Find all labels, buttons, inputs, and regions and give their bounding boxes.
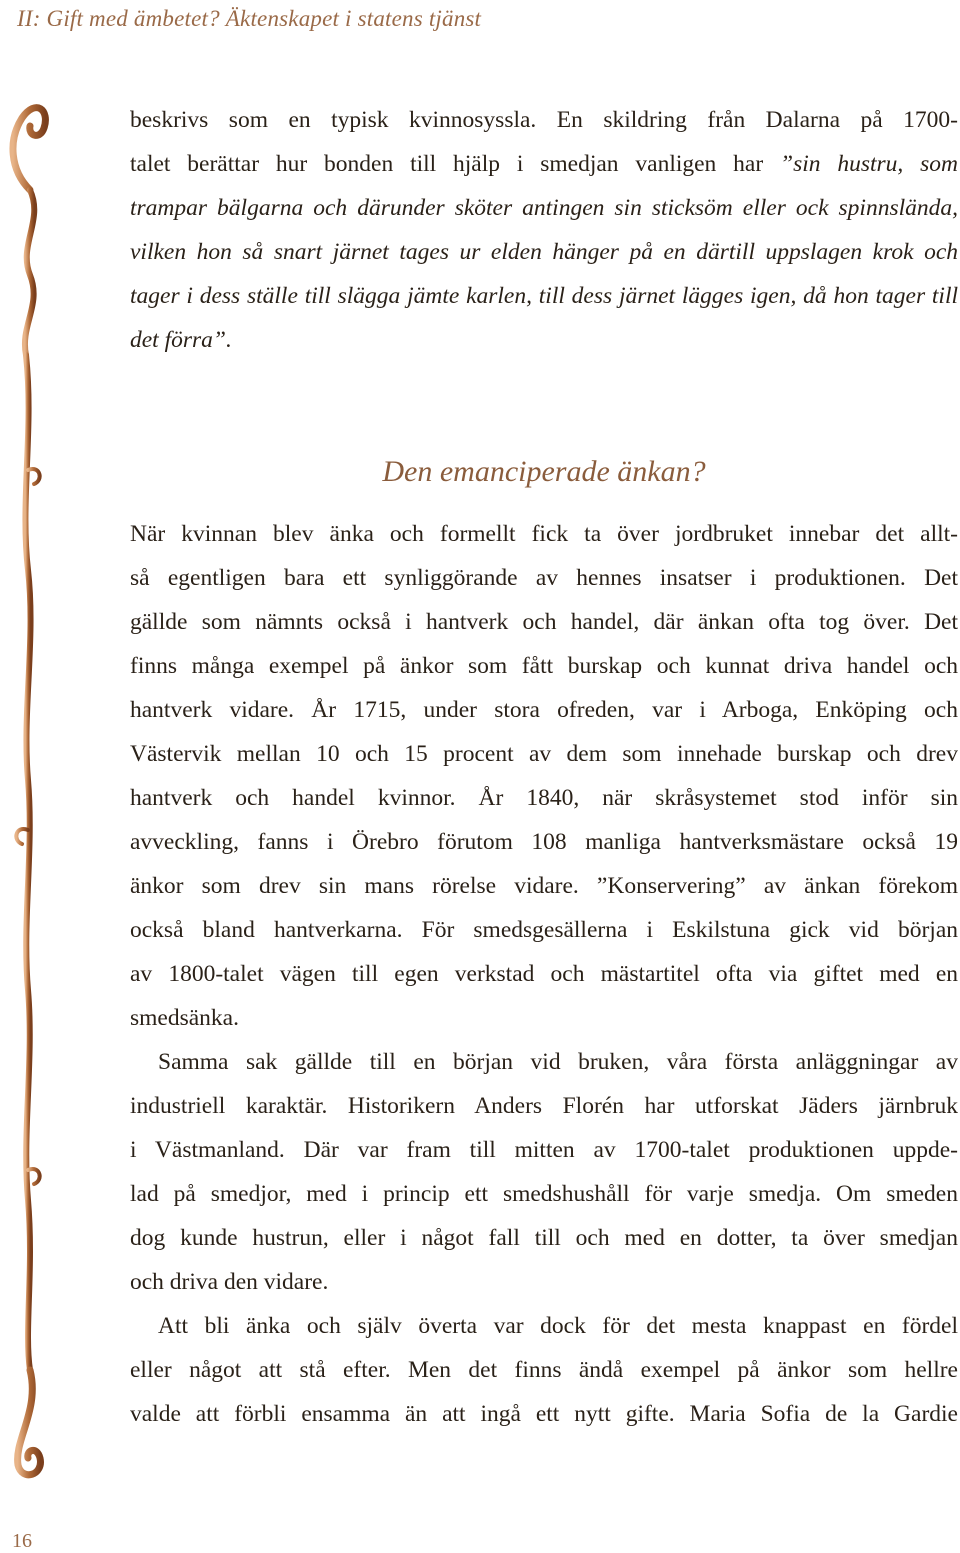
text-line: hantverk och handel kvinnor. År 1840, när skråsystemet stod inför sin [130,785,958,811]
text-line: När kvinnan blev änka och formellt fick ta över jordbruket innebar det allt- [130,521,958,547]
quote-italic: ”sin hustru, som [780,151,958,177]
text-line: också bland hantverkarna. För smedsgesällerna i Eskilstuna gick vid början [130,917,958,943]
quote-italic: trampar bälgarna och därunder sköter antingen sin sticksöm eller ock spinnslända, [130,195,958,221]
text-line [130,98,958,142]
quote-italic: tager i dess ställe till slägga jämte karlen, till dess järnet lägges igen, då hon tager till [130,283,958,309]
text-line: gällde som nämnts också i hantverk och handel, där änkan ofta tog över. Det [130,609,958,635]
paragraph [130,512,958,1040]
paragraph [130,1040,958,1304]
quote-italic: vilken hon så snart järnet tages ur elden hänger på en därtill uppslagen krok och [130,239,958,265]
opening-paragraph [130,98,958,362]
text-line: Samma sak gällde till en början vid bruken, våra första anläggningar av [158,1049,958,1075]
quote-line [130,274,958,318]
text-line: Att bli änka och själv överta var dock för det mesta knappast en fördel [158,1313,958,1339]
body-text [130,98,958,1436]
text-line: industriell karaktär. Historikern Anders Florén har utforskat Jäders järnbruk [130,1093,958,1119]
text-line-roman: beskrivs som en typisk kvinnosyssla. [130,107,557,133]
quote-line [130,186,958,230]
quote-italic: det förra”. [130,327,232,353]
section-heading: Den emanciperade änkan? [382,455,706,488]
text-line: dog kunde hustrun, eller i något fall till och med en dotter, ta över smedjan [130,1225,958,1251]
text-line: så egentligen bara ett synliggörande av hennes insatser i produktionen. Det [130,565,958,591]
text-line: valde att förbli ensamma än att ingå ett nytt gifte. Maria Sofia de la Gardie [130,1401,958,1427]
quote-line [130,230,958,274]
quote-line [130,318,958,362]
text-line: av 1800-talet vägen till egen verkstad och mästartitel ofta via giftet med en [130,961,958,987]
text-line: änkor som drev sin mans rörelse vidare. ”Konservering” av änkan förekom [130,873,958,899]
text-line: smedsänka. [130,1005,239,1031]
paragraph [130,1304,958,1436]
text-line: i Västmanland. Där var fram till mitten av 1700-talet produktionen uppde- [130,1137,958,1163]
text-line [130,142,958,186]
running-header-title: II: Gift med ämbetet? Äktenskapet i statens tjänst [17,6,482,31]
text-line: hantverk vidare. År 1715, under stora ofreden, var i Arboga, Enköping och [130,697,958,723]
page-number: 16 [12,1530,32,1552]
text-line: och driva den vidare. [130,1269,329,1295]
text-line: eller något att stå efter. Men det finns ändå exempel på änkor som hellre [130,1357,958,1383]
text-line: avveckling, fanns i Örebro förutom 108 manliga hantverksmästare också 19 [130,829,958,855]
text-line: finns många exempel på änkor som fått burskap och kunnat driva handel och [130,653,958,679]
text-line: Västervik mellan 10 och 15 procent av dem som innehade burskap och drev [130,741,958,767]
text-line-roman: En skildring från Dalarna på 1700- [556,107,958,133]
decorative-spiral-border-icon [0,70,60,1480]
text-line-roman: talet berättar hur bonden till hjälp i smedjan vanligen har [130,151,781,177]
text-line: lad på smedjor, med i princip ett smedshushåll för varje smedja. Om smeden [130,1181,958,1207]
